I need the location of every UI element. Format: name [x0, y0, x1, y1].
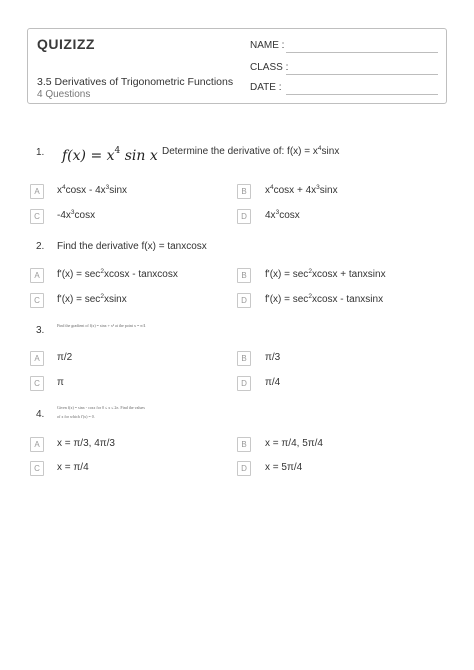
option-letter-box[interactable]: C: [30, 376, 44, 391]
option-text[interactable]: $x^4\cos x + 4x^3\sin x$: [265, 184, 338, 196]
option-text[interactable]: $x^4\cos x - 4x^3\sin x$: [57, 184, 128, 196]
option-letter-box[interactable]: B: [237, 437, 251, 452]
option-text[interactable]: π/3: [265, 352, 281, 363]
option-letter-box[interactable]: C: [30, 209, 44, 224]
question-number: 4.: [36, 409, 45, 420]
option-text[interactable]: x = π/4: [57, 462, 89, 473]
option-text[interactable]: $f'(x) = \sec^2xcosx$ + tanxsinx: [265, 268, 386, 280]
name-line: [286, 52, 438, 53]
name-field[interactable]: [250, 40, 284, 51]
option-text[interactable]: $f'(x) = \sec^2xsinx$: [57, 293, 127, 305]
option-letter-box[interactable]: D: [237, 209, 251, 224]
question-image-text: Given f(x) = sinx - cosx for 0 ≤ x ≤ 2π. Find the values: [57, 405, 145, 410]
option-letter-box[interactable]: B: [237, 351, 251, 366]
date-field[interactable]: [250, 82, 281, 93]
question-number: 3.: [36, 325, 45, 336]
option-letter-box[interactable]: D: [237, 376, 251, 391]
option-text[interactable]: x = 5π/4: [265, 462, 303, 473]
option-letter-box[interactable]: B: [237, 184, 251, 199]
option-text[interactable]: $4x^3\cos x$: [265, 209, 300, 221]
question-count: 4 Questions: [37, 89, 91, 100]
option-text[interactable]: π/2: [57, 352, 73, 363]
option-letter-box[interactable]: A: [30, 351, 44, 366]
class-line: [286, 74, 438, 75]
option-letter-box[interactable]: A: [30, 268, 44, 283]
option-text[interactable]: $f'(x) = \sec^2xcosx$ - tanxsinx: [265, 293, 384, 305]
date-label: DATE :: [250, 82, 282, 93]
question-number: 1.: [36, 147, 45, 158]
worksheet-header: [27, 28, 447, 104]
question-image-text: Find the gradient of f(x) = sinx + x² at the point x = π/4: [57, 323, 146, 328]
option-text[interactable]: π: [57, 377, 64, 388]
worksheet-title: 3.5 Derivatives of Trigonometric Functions: [37, 76, 234, 88]
option-text[interactable]: $f'(x) = \sec^2xcosx$ - tanxcosx: [57, 268, 178, 280]
option-text[interactable]: $-4x^3\cos x$: [57, 209, 96, 221]
question-prompt: Find the derivative f(x) = tanxcosx: [57, 241, 207, 252]
option-letter-box[interactable]: A: [30, 184, 44, 199]
name-label: NAME :: [250, 40, 285, 51]
question-formula: $f(x) = x^4$ sin x: [62, 146, 158, 164]
class-label: CLASS :: [250, 62, 289, 73]
option-letter-box[interactable]: A: [30, 437, 44, 452]
option-text[interactable]: x = π/3, 4π/3: [57, 438, 115, 449]
question-image-text: of x for which f'(x) = 0.: [57, 414, 95, 419]
option-letter-box[interactable]: C: [30, 293, 44, 308]
option-text[interactable]: π/4: [265, 377, 281, 388]
option-letter-box[interactable]: D: [237, 461, 251, 476]
option-letter-box[interactable]: D: [237, 293, 251, 308]
question-prompt: Determine the derivative of: $f(x) = x^4\sin x$: [162, 145, 340, 157]
option-letter-box[interactable]: B: [237, 268, 251, 283]
question-number: 2.: [36, 241, 45, 252]
option-letter-box[interactable]: C: [30, 461, 44, 476]
class-field[interactable]: [250, 62, 288, 73]
date-line: [286, 94, 438, 95]
option-text[interactable]: x = π/4, 5π/4: [265, 438, 323, 449]
quizizz-logo: QUIZIZZ: [37, 36, 95, 52]
